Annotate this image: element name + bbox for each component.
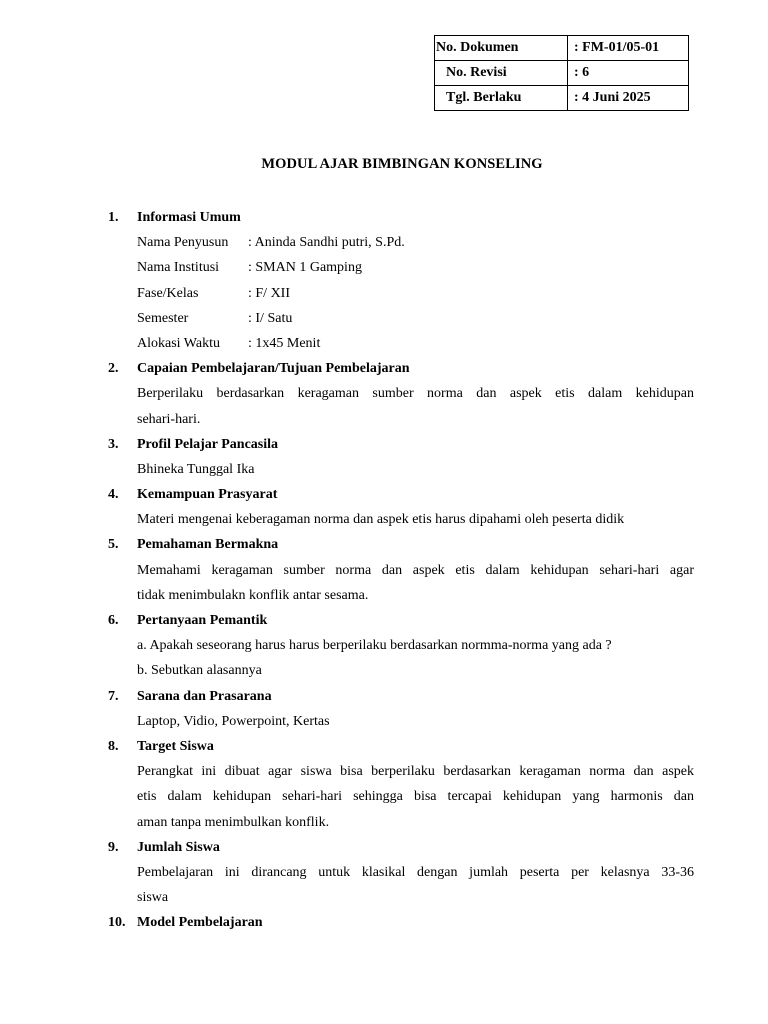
section-number: 6. bbox=[108, 613, 119, 628]
body-line bbox=[108, 784, 694, 809]
paragraph-line: Berperilaku berdasarkan keragaman sumber norma dan aspek etis dalam kehidupan bbox=[137, 386, 694, 402]
section-number: 8. bbox=[108, 738, 119, 754]
paragraph-line: b. Sebutkan alasannya bbox=[137, 663, 262, 679]
section-title: Pemahaman Bermakna bbox=[137, 537, 279, 553]
doc-info-value: : 4 Juni 2025 bbox=[568, 86, 689, 111]
doc-info-label: No. Dokumen bbox=[435, 36, 568, 61]
info-field-value: : I/ Satu bbox=[248, 310, 293, 326]
info-field bbox=[108, 281, 694, 306]
section-heading bbox=[108, 356, 694, 381]
paragraph-line: Laptop, Vidio, Powerpoint, Kertas bbox=[137, 713, 330, 729]
info-field-label: Nama Penyusun bbox=[137, 235, 229, 251]
doc-info-row bbox=[435, 36, 689, 61]
body-line bbox=[108, 759, 694, 784]
info-field-value: : SMAN 1 Gamping bbox=[248, 260, 362, 276]
section-number: 4. bbox=[108, 487, 119, 503]
body-line bbox=[108, 558, 694, 583]
info-field bbox=[108, 331, 694, 356]
info-field-label: Nama Institusi bbox=[137, 260, 220, 276]
info-field-value: : F/ XII bbox=[248, 285, 290, 301]
info-field bbox=[108, 306, 694, 331]
section-heading bbox=[108, 734, 694, 759]
body-line bbox=[108, 381, 694, 406]
paragraph-line: aman tanpa menimbulkan konflik. bbox=[137, 814, 330, 830]
section-title: Informasi Umum bbox=[137, 210, 241, 225]
paragraph-line: Pembelajaran ini dirancang untuk klasikal dengan jumlah peserta per kelasnya 33-36 bbox=[137, 864, 694, 880]
section-title: Profil Pelajar Pancasila bbox=[137, 436, 279, 452]
document-content bbox=[108, 205, 694, 935]
section-number: 1. bbox=[108, 210, 119, 225]
info-field bbox=[108, 255, 694, 280]
document-title: MODUL AJAR BIMBINGAN KONSELING bbox=[261, 156, 543, 172]
body-line bbox=[108, 658, 694, 683]
section-title: Model Pembelajaran bbox=[137, 915, 263, 931]
doc-info-value: : 6 bbox=[568, 61, 689, 86]
section-title: Jumlah Siswa bbox=[137, 839, 220, 855]
body-line bbox=[108, 583, 694, 608]
section-title: Capaian Pembelajaran/Tujuan Pembelajaran bbox=[137, 361, 410, 377]
paragraph-line: sehari-hari. bbox=[137, 411, 201, 427]
info-field-label: Alokasi Waktu bbox=[137, 335, 220, 351]
section-number: 2. bbox=[108, 361, 119, 377]
section-title: Pertanyaan Pemantik bbox=[137, 613, 268, 628]
section-title: Kemampuan Prasyarat bbox=[137, 487, 278, 503]
body-line bbox=[108, 633, 694, 658]
body-line bbox=[108, 507, 694, 532]
body-line bbox=[108, 407, 694, 432]
body-line bbox=[108, 709, 694, 734]
section-heading bbox=[108, 482, 694, 507]
paragraph-line: Materi mengenai keberagaman norma dan aspek etis harus dipahami oleh peserta didik bbox=[137, 512, 625, 528]
info-field-value: : 1x45 Menit bbox=[248, 335, 321, 351]
section-heading bbox=[108, 432, 694, 457]
doc-info-row bbox=[435, 86, 689, 111]
paragraph-line: Bhineka Tunggal Ika bbox=[137, 461, 255, 477]
paragraph-line: tidak menimbulakn konflik antar sesama. bbox=[137, 587, 369, 603]
info-field bbox=[108, 230, 694, 255]
section-heading bbox=[108, 205, 694, 230]
body-line bbox=[108, 810, 694, 835]
section-number: 9. bbox=[108, 839, 119, 855]
info-field-value: : Aninda Sandhi putri, S.Pd. bbox=[248, 235, 405, 251]
section-number: 7. bbox=[108, 688, 119, 704]
section-number: 3. bbox=[108, 436, 119, 452]
body-line bbox=[108, 860, 694, 885]
section-number: 5. bbox=[108, 537, 119, 553]
document-info-table bbox=[434, 35, 689, 111]
paragraph-line: etis dalam kehidupan sehari-hari sehingga bisa tercapai kehidupan yang harmonis dan bbox=[137, 789, 694, 805]
section-heading bbox=[108, 684, 694, 709]
section-title: Sarana dan Prasarana bbox=[137, 688, 272, 704]
paragraph-line: a. Apakah seseorang harus harus berperilaku berdasarkan normma-norma yang ada ? bbox=[137, 638, 612, 654]
info-field-label: Semester bbox=[137, 310, 189, 326]
paragraph-line: Memahami keragaman sumber norma dan aspek etis dalam kehidupan sehari-hari agar bbox=[137, 562, 694, 578]
section-heading bbox=[108, 532, 694, 557]
section-heading bbox=[108, 835, 694, 860]
section-heading bbox=[108, 608, 694, 633]
paragraph-line: Perangkat ini dibuat agar siswa bisa berperilaku berdasarkan keragaman norma dan aspek bbox=[137, 764, 694, 780]
doc-info-row bbox=[435, 61, 689, 86]
doc-info-label: No. Revisi bbox=[435, 61, 568, 86]
body-line bbox=[108, 457, 694, 482]
body-line bbox=[108, 885, 694, 910]
info-field-label: Fase/Kelas bbox=[137, 285, 199, 301]
section-heading bbox=[108, 910, 694, 935]
section-number: 10. bbox=[108, 915, 126, 931]
doc-info-label: Tgl. Berlaku bbox=[435, 86, 568, 111]
doc-info-value: : FM-01/05-01 bbox=[568, 36, 689, 61]
section-title: Target Siswa bbox=[137, 738, 214, 754]
paragraph-line: siswa bbox=[137, 890, 169, 906]
